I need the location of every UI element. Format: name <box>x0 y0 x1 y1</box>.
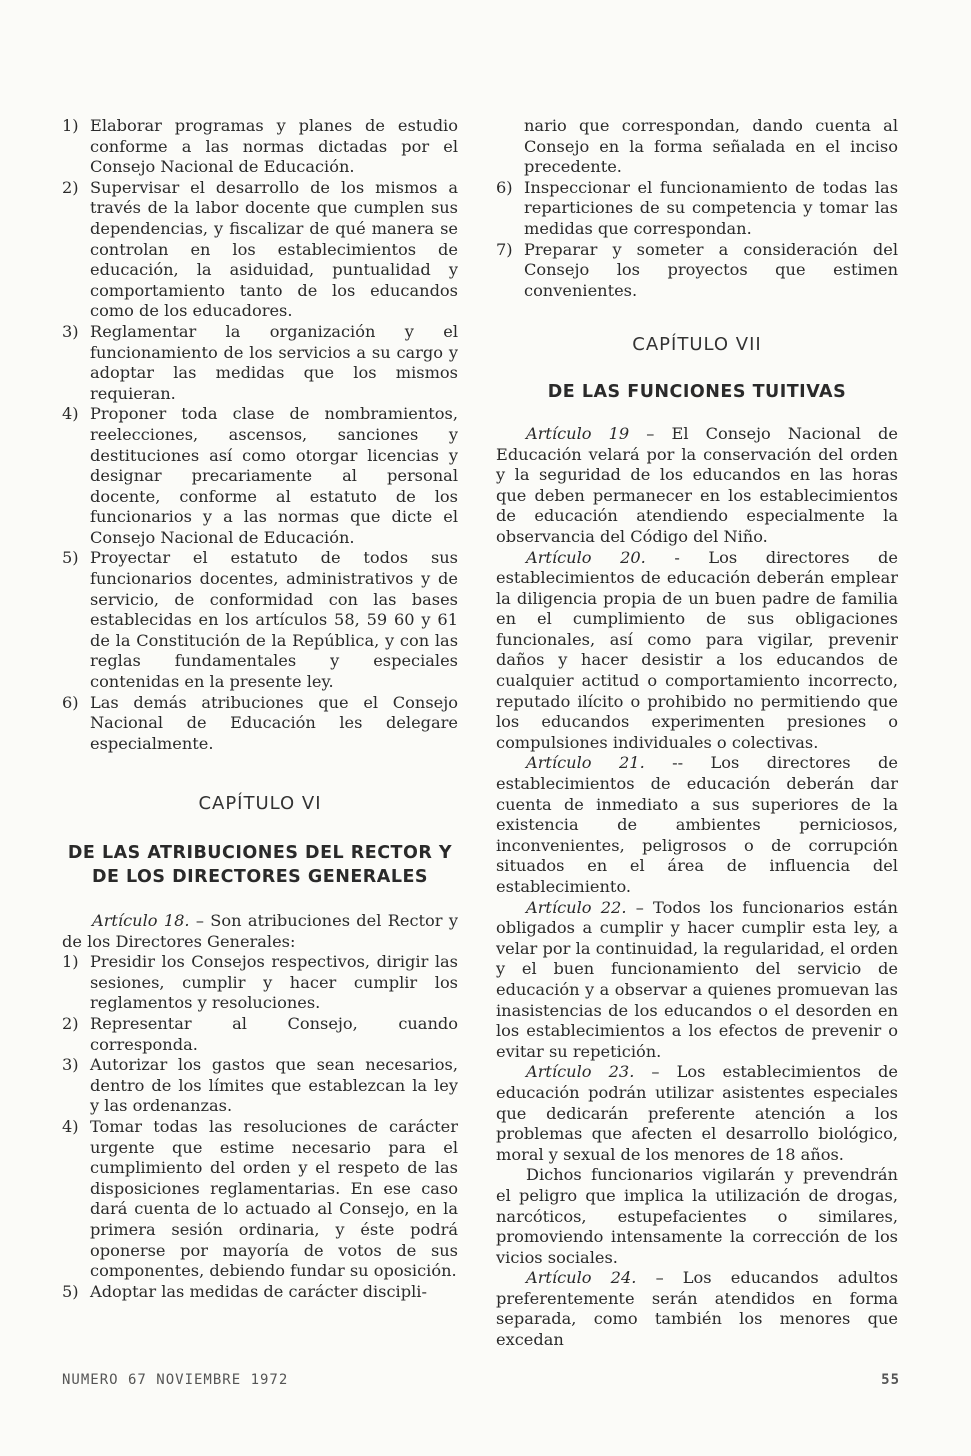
article-19 <box>496 424 898 548</box>
issue-label: NUMERO 67 NOVIEMBRE 1972 <box>62 1372 289 1388</box>
list-item <box>62 693 458 755</box>
list-item <box>62 1282 458 1303</box>
item-text: Presidir los Consejos respectivos, dirigir las sesiones, cumplir y hacer cumplir los reglamentos y resoluciones. <box>90 952 458 1013</box>
article-text: – Todos los funcionarios están obligados a cumplir y hacer cumplir esta ley, a velar por la continuidad, la regularidad, el orden y el buen funcionamiento del servicio de educación y a observar a quienes promuevan las inasistencias de los educandos o el desorden en los establecimientos a los efectos de prevenir o evitar su repetición. <box>496 897 898 1061</box>
list-item <box>62 1117 458 1282</box>
section-title-atribuciones-rector: DE LAS ATRIBUCIONES DEL RECTOR Y DE LOS DIRECTORES GENERALES <box>67 843 453 887</box>
article-24 <box>496 1268 898 1350</box>
list-item <box>62 116 458 178</box>
article-text: – Son atribuciones del Rector y de los Directores Generales: <box>62 911 458 951</box>
article-text: Dichos funcionarios vigilarán y prevendrán el peligro que implica la utilización de drogas, narcóticos, estupefacientes o similares, promoviendo intensamente la corrección de los vicios sociales. <box>496 1165 898 1267</box>
article-label: Artículo 20. <box>526 547 646 567</box>
list-item <box>496 178 898 240</box>
chapter-heading-vii: CAPÍTULO VII <box>632 334 762 356</box>
article-22 <box>496 898 898 1063</box>
chapter-heading-vi: CAPÍTULO VI <box>198 793 322 815</box>
item-text: Inspeccionar el funcionamiento de todas las reparticiones de su competencia y tomar las medidas que correspondan. <box>524 177 898 238</box>
item-number: 5) <box>62 548 79 568</box>
list-item <box>62 1014 458 1055</box>
list-item-continuation <box>496 116 898 178</box>
item-text: Tomar todas las resoluciones de carácter urgente que estime necesario para el cumplimiento del orden y el respeto de las disposiciones reglamentarias. En ese caso dará cuenta de lo actuado al Consejo, en la primera sesión ordinaria, y éste podrá oponerse por mayoría de votos de sus componentes, debiendo fundar su oposición. <box>90 1116 458 1281</box>
article-label: Artículo 24. <box>526 1268 637 1288</box>
item-number: 6) <box>62 692 79 712</box>
section-title-funciones-tuitivas: DE LAS FUNCIONES TUITIVAS <box>547 381 847 402</box>
item-number: 5) <box>62 1281 79 1301</box>
article-23 <box>496 1062 898 1165</box>
article-label: Artículo 19 <box>526 423 630 443</box>
list-item <box>62 178 458 322</box>
numbered-list-atribuciones-consejos <box>62 116 458 754</box>
page-number: 55 <box>881 1372 900 1388</box>
item-text: Las demás atribuciones que el Consejo Nacional de Educación les delegare especialmente. <box>90 692 458 753</box>
item-text: Elaborar programas y planes de estudio conforme a las normas dictadas por el Consejo Nacional de Educación. <box>90 116 458 177</box>
article-label: Artículo 23. <box>526 1062 635 1082</box>
list-item <box>62 404 458 548</box>
right-column <box>496 116 898 1351</box>
article-text: -- Los directores de establecimientos de educación deberán dar cuenta de inmediato a sus superiores de la existencia de ambientes perniciosos, inconvenientes, peligrosos o de corrupción situados en el área de influencia del establecimiento. <box>496 753 898 896</box>
item-text: Autorizar los gastos que sean necesarios, dentro de los límites que establezcan la ley y las ordenanzas. <box>90 1055 458 1116</box>
list-item <box>496 240 898 302</box>
item-text: Representar al Consejo, cuando corresponda. <box>90 1013 458 1054</box>
item-number: 4) <box>62 404 79 424</box>
left-column <box>62 116 458 1302</box>
list-item <box>62 952 458 1014</box>
item-number: 4) <box>62 1116 79 1136</box>
item-text: Supervisar el desarrollo de los mismos a través de la labor docente que cumplen sus dependencias, y fiscalizar de qué manera se controlan en los establecimientos de educación, la asiduidad, puntualidad y comportamiento tanto de los educandos como de los educadores. <box>90 177 458 321</box>
item-text: Proponer toda clase de nombramientos, reelecciones, ascensos, sanciones y destituciones así como otorgar licencias y designar precariamente al personal docente, conforme al estatuto de los funcionarios y a las normas que dicte el Consejo Nacional de Educación. <box>90 404 458 547</box>
article-23-paragraph <box>496 1165 898 1268</box>
item-text: Proyectar el estatuto de todos sus funcionarios docentes, administrativos y de servicio, de conformidad con las bases establecidas en los artículos 58, 59 60 y 61 de la Constitución de la República, y con las reglas fundamentales y especiales contenidas en la presente ley. <box>90 548 458 692</box>
article-18 <box>62 911 458 952</box>
list-item <box>62 1055 458 1117</box>
article-21 <box>496 753 898 897</box>
article-label: Artículo 22. <box>526 897 627 917</box>
item-text: Adoptar las medidas de carácter discipli- <box>90 1281 427 1301</box>
article-text: – Los establecimientos de educación podrán utilizar asistentes especiales que dedicarán preferente atención a los problemas que afecten el desarrollo biológico, moral y sexual de los menores de 18 años. <box>496 1062 898 1164</box>
article-text: – El Consejo Nacional de Educación velará por la conservación del orden y la seguridad de los educandos en las horas que deben permanecer en los establecimientos de educación atendiendo especialmente la observancia del Código del Niño. <box>496 423 898 546</box>
list-item <box>62 548 458 692</box>
item-number: 2) <box>62 177 79 197</box>
item-text: nario que correspondan, dando cuenta al Consejo en la forma señalada en el inciso precedente. <box>524 116 898 177</box>
item-text: Preparar y someter a consideración del Consejo los proyectos que estimen convenientes. <box>524 239 898 300</box>
item-number: 1) <box>62 952 79 972</box>
list-item <box>62 322 458 404</box>
item-number: 2) <box>62 1013 79 1033</box>
article-text: - Los directores de establecimientos de educación deberán emplear la diligencia propia de un buen padre de familia en el cumplimiento de sus obligaciones funcionales, así como para vigilar, prevenir daños y hacer desistir a los educandos de cualquier actitud o comportamiento incorrecto, reputado ilícito o prohibido no permitiendo que los educandos experimenten presiones o compulsiones individuales o colectivas. <box>496 547 898 752</box>
item-text: Reglamentar la organización y el funcionamiento de los servicios a su cargo y adoptar las medidas que los mismos requieran. <box>90 321 458 403</box>
article-20 <box>496 548 898 754</box>
article-text: – Los educandos adultos preferentemente serán atendidos en forma separada, como también los menores que excedan <box>496 1268 898 1350</box>
item-number: 1) <box>62 116 79 135</box>
item-number: 3) <box>62 321 79 341</box>
item-number: 3) <box>62 1055 79 1075</box>
numbered-list-atribuciones-rector <box>62 952 458 1302</box>
article-label: Artículo 21. <box>526 753 645 773</box>
article-label: Artículo 18. <box>92 911 190 930</box>
item-number: 7) <box>496 239 513 259</box>
item-number: 6) <box>496 177 513 197</box>
